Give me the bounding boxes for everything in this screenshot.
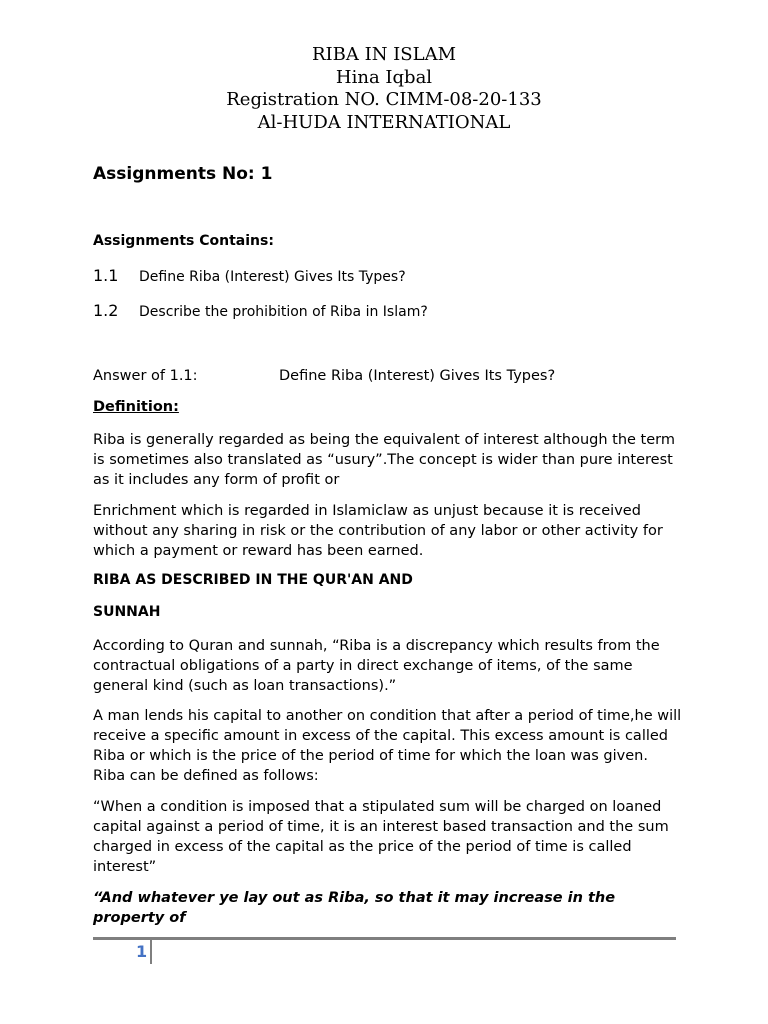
registration-number: Registration NO. CIMM-08-20-133 <box>226 89 542 110</box>
paragraph: “When a condition is imposed that a stipulated sum will be charged on loaned capital against a period of time, it is an interest based transaction and the sum charged in excess of the capital as the price of the period of time is called interest” <box>93 799 669 875</box>
item-number: 1.1 <box>93 266 119 285</box>
paragraph: Riba is generally regarded as being the equivalent of interest although the term is sometimes also translated as “usury”.The concept is wider than pure interest as it includes any form of profit or <box>93 432 675 488</box>
page-number: 1 <box>136 942 148 961</box>
answer-label: Answer of 1.1: <box>93 368 198 384</box>
answer-line <box>93 368 683 384</box>
definition-heading: Definition: <box>93 399 179 415</box>
quranic-quote: “And whatever ye lay out as Riba, so that it may increase in the property of <box>93 890 616 926</box>
document-title: RIBA IN ISLAM <box>311 44 457 65</box>
item-text: Define Riba (Interest) Gives Its Types? <box>139 269 406 285</box>
paragraph: Enrichment which is regarded in Islamiclaw as unjust because it is received without any sharing in risk or the contribution of any labor or other activity for which a payment or reward has been earned. <box>93 503 663 559</box>
paragraph: According to Quran and sunnah, “Riba is a discrepancy which results from the contractual obligations of a party in direct exchange of items, of the same general kind (such as loan transactions).” <box>93 638 660 694</box>
section-heading: RIBA AS DESCRIBED IN THE QUR'AN AND <box>93 572 413 588</box>
section-heading: SUNNAH <box>93 604 161 620</box>
item-text: Describe the prohibition of Riba in Islam? <box>139 304 428 320</box>
document-header <box>0 44 768 134</box>
item-number: 1.2 <box>93 301 119 320</box>
contains-heading: Assignments Contains: <box>93 233 274 249</box>
list-item <box>93 301 683 320</box>
institution-name: Al-HUDA INTERNATIONAL <box>257 111 511 133</box>
page-number-separator <box>150 940 152 964</box>
assignment-heading: Assignments No: 1 <box>93 164 273 184</box>
list-item <box>93 266 683 285</box>
footer-divider <box>93 937 676 940</box>
paragraph: A man lends his capital to another on condition that after a period of time,he will receive a specific amount in excess of the capital. This excess amount is called Riba or which is the price of the period of time for which the loan was given. Riba can be defined as follows: <box>93 708 682 784</box>
answer-question: Define Riba (Interest) Gives Its Types? <box>279 368 556 384</box>
author-name: Hina Iqbal <box>335 66 433 88</box>
